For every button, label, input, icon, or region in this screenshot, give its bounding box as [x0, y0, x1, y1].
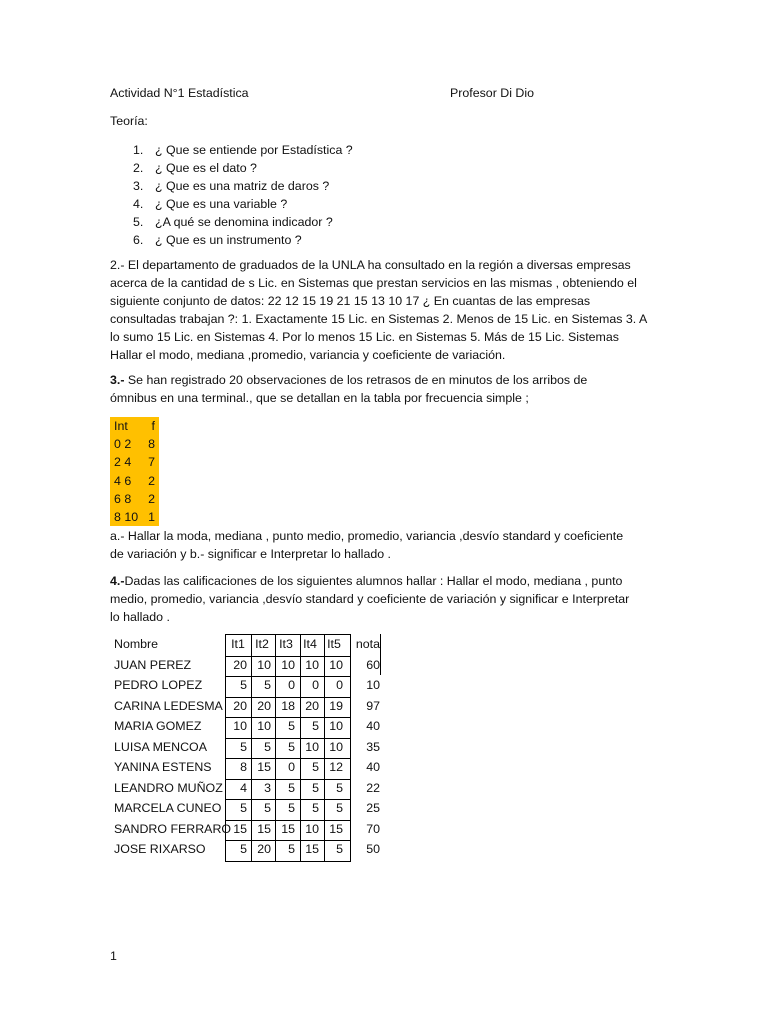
- item-score: 10: [233, 719, 247, 733]
- theory-item-number: 5.: [133, 215, 144, 229]
- final-grade: 22: [366, 780, 380, 795]
- final-grade: 60: [366, 657, 380, 672]
- theory-item: [133, 195, 287, 213]
- exercise-2-line: acerca de la cantidad de s Lic. en Sistemas que prestan servicios en las mismas , obteniendo el: [110, 276, 637, 290]
- student-name: JOSE RIXARSO: [114, 842, 206, 856]
- item-score: 5: [312, 760, 319, 774]
- item-score: 5: [336, 842, 343, 856]
- item-score: 5: [264, 801, 271, 815]
- student-name: YANINA ESTENS: [114, 760, 212, 774]
- item-score: 10: [305, 821, 319, 836]
- exercise-3-line-2: ómnibus en una terminal., que se detallan en la tabla por frecuencia simple ;: [110, 391, 529, 405]
- frequency-cell: 2: [148, 473, 155, 488]
- frequency-row: [110, 453, 159, 471]
- item-score: 5: [288, 801, 295, 815]
- theory-item-text: ¿ Que es un instrumento ?: [155, 233, 302, 247]
- exercise-4-line-1: [110, 572, 622, 590]
- item-score: 20: [257, 698, 271, 713]
- item-score: 20: [257, 842, 271, 856]
- exercise-2-line: consultadas trabajan ?: 1. Exactamente 15 Lic. en Sistemas 2. Menos de 15 Lic. en Sistemas 3. A: [110, 312, 648, 326]
- item-score: 15: [233, 821, 247, 836]
- item-score: 0: [288, 678, 295, 692]
- item-score: 4: [240, 780, 247, 795]
- interval-cell: 4 6: [114, 473, 132, 488]
- item-score: 5: [312, 801, 319, 815]
- item-score: 19: [329, 698, 343, 713]
- item-score: 5: [288, 780, 295, 795]
- frequency-cell: 2: [148, 491, 155, 506]
- theory-heading: Teoría:: [110, 114, 148, 128]
- frequency-cell: 7: [148, 455, 155, 470]
- item-score: 10: [329, 739, 343, 754]
- theory-item-text: ¿ Que es una matriz de daros ?: [155, 179, 330, 193]
- item-score: 5: [264, 678, 271, 692]
- item-score: 3: [264, 780, 271, 795]
- item-score: 20: [305, 698, 319, 713]
- item-score: 20: [233, 698, 247, 713]
- nota-divider: [380, 634, 381, 675]
- frequency-row: [110, 435, 159, 453]
- header-int: Int: [114, 419, 128, 433]
- theory-item: [133, 231, 302, 249]
- exercise-3-label: 3.-: [110, 373, 125, 387]
- item-score: 18: [281, 698, 295, 713]
- item-score: 10: [281, 657, 295, 672]
- item-score: 5: [240, 739, 247, 754]
- item-score: 5: [288, 842, 295, 856]
- item-score: 15: [257, 821, 271, 836]
- exercise-3-line-1: [110, 371, 587, 389]
- theory-item-number: 6.: [133, 233, 144, 247]
- frequency-row: [110, 490, 159, 508]
- item-score: 5: [240, 842, 247, 856]
- item-score: 0: [336, 678, 343, 692]
- frequency-table: [110, 417, 159, 526]
- theory-item-text: ¿A qué se denomina indicador ?: [155, 215, 333, 229]
- student-name: LEANDRO MUÑOZ: [114, 780, 223, 795]
- interval-cell: 6 8: [114, 491, 132, 506]
- exercise-2-line: lo sumo 15 Lic. en Sistemas 4. Por lo menos 15 Lic. en Sistemas 5. Más de 15 Lic. Sistemas: [110, 330, 619, 344]
- item-score: 5: [240, 678, 247, 692]
- student-name: PEDRO LOPEZ: [114, 678, 203, 692]
- interval-cell: 2 4: [114, 455, 132, 470]
- header-nombre: Nombre: [114, 637, 159, 651]
- item-score: 5: [240, 801, 247, 815]
- frequency-table-header: [110, 417, 159, 435]
- student-name: CARINA LEDESMA: [114, 698, 223, 713]
- item-score: 10: [257, 719, 271, 733]
- student-name: JUAN PEREZ: [114, 657, 192, 672]
- theory-item-text: ¿ Que es una variable ?: [155, 197, 288, 211]
- item-score: 5: [264, 739, 271, 754]
- exercise-2-line: 2.- El departamento de graduados de la UNLA ha consultado en la región a diversas empresas: [110, 258, 631, 272]
- theory-item-text: ¿ Que es el dato ?: [155, 161, 257, 175]
- item-score: 0: [288, 760, 295, 774]
- page-number: 1: [110, 949, 117, 963]
- exercise-3-task-1: a.- Hallar la moda, mediana , punto medio, promedio, variancia ,desvío standard y coeficiente: [110, 529, 624, 543]
- theory-item-number: 4.: [133, 197, 144, 211]
- item-score: 0: [312, 678, 319, 692]
- frequency-cell: 8: [148, 437, 155, 452]
- exercise-3-text-1: Se han registrado 20 observaciones de los retrasos de en minutos de los arribos de: [124, 373, 588, 387]
- document-title: Actividad N°1 Estadística: [110, 86, 249, 100]
- student-name: MARCELA CUNEO: [114, 801, 222, 815]
- final-grade: 50: [366, 842, 380, 856]
- item-score: 15: [305, 842, 319, 856]
- item-score: 20: [233, 657, 247, 672]
- theory-item-number: 2.: [133, 161, 144, 175]
- frequency-row: [110, 472, 159, 490]
- interval-cell: 0 2: [114, 437, 132, 452]
- final-grade: 70: [366, 821, 380, 836]
- header-f: f: [151, 419, 155, 433]
- exercise-4-text-1: Dadas las calificaciones de los siguientes alumnos hallar : Hallar el modo, mediana , punto: [124, 574, 623, 588]
- header-item: It3: [279, 637, 293, 651]
- exercise-3-task-2: de variación y b.- significar e Interpretar lo hallado .: [110, 547, 391, 561]
- item-score: 10: [329, 719, 343, 733]
- item-score: 10: [257, 657, 271, 672]
- final-grade: 97: [366, 698, 380, 713]
- item-score: 15: [329, 821, 343, 836]
- item-score: 5: [288, 739, 295, 754]
- exercise-2-line: siguiente conjunto de datos: 22 12 15 19 21 15 13 10 17 ¿ En cuantas de las empresas: [110, 294, 591, 308]
- frequency-cell: 1: [148, 509, 155, 524]
- final-grade: 25: [366, 801, 380, 815]
- teacher-name: Profesor Di Dio: [450, 86, 535, 100]
- student-name: LUISA MENCOA: [114, 739, 207, 754]
- theory-item: [133, 159, 257, 177]
- item-score: 15: [257, 760, 271, 774]
- frequency-row: [110, 508, 159, 526]
- final-grade: 40: [366, 760, 380, 774]
- item-score: 12: [329, 760, 343, 774]
- theory-item-number: 3.: [133, 179, 144, 193]
- final-grade: 35: [366, 739, 380, 754]
- header-item: It5: [327, 637, 341, 651]
- exercise-4-label: 4.-: [110, 574, 125, 588]
- exercise-4-line-2: medio, promedio, variancia ,desvío standard y coeficiente de variación y significar e Interpretar: [110, 592, 630, 606]
- theory-item: [133, 141, 353, 159]
- exercise-2-line: Hallar el modo, mediana ,promedio, variancia y coeficiente de variación.: [110, 348, 506, 362]
- item-score: 10: [329, 657, 343, 672]
- student-name: MARIA GOMEZ: [114, 719, 202, 733]
- item-score: 5: [336, 780, 343, 795]
- item-score: 10: [305, 739, 319, 754]
- theory-item-number: 1.: [133, 143, 144, 157]
- header-item: It2: [255, 637, 269, 651]
- item-score: 5: [312, 780, 319, 795]
- header-item: It1: [231, 637, 245, 651]
- item-score: 15: [281, 821, 295, 836]
- student-name: SANDRO FERRARO: [114, 821, 232, 836]
- item-score: 5: [312, 719, 319, 733]
- theory-item: [133, 177, 329, 195]
- item-score: 8: [240, 760, 247, 774]
- interval-cell: 8 10: [114, 509, 139, 524]
- header-nota: nota: [355, 637, 380, 651]
- item-score: 5: [288, 719, 295, 733]
- item-score: 5: [336, 801, 343, 815]
- theory-item-text: ¿ Que se entiende por Estadística ?: [155, 143, 353, 157]
- header-item: It4: [303, 637, 317, 651]
- exercise-4-line-3: lo hallado .: [110, 610, 170, 624]
- final-grade: 10: [366, 678, 380, 692]
- theory-item: [133, 213, 333, 231]
- item-score: 10: [305, 657, 319, 672]
- final-grade: 40: [366, 719, 380, 733]
